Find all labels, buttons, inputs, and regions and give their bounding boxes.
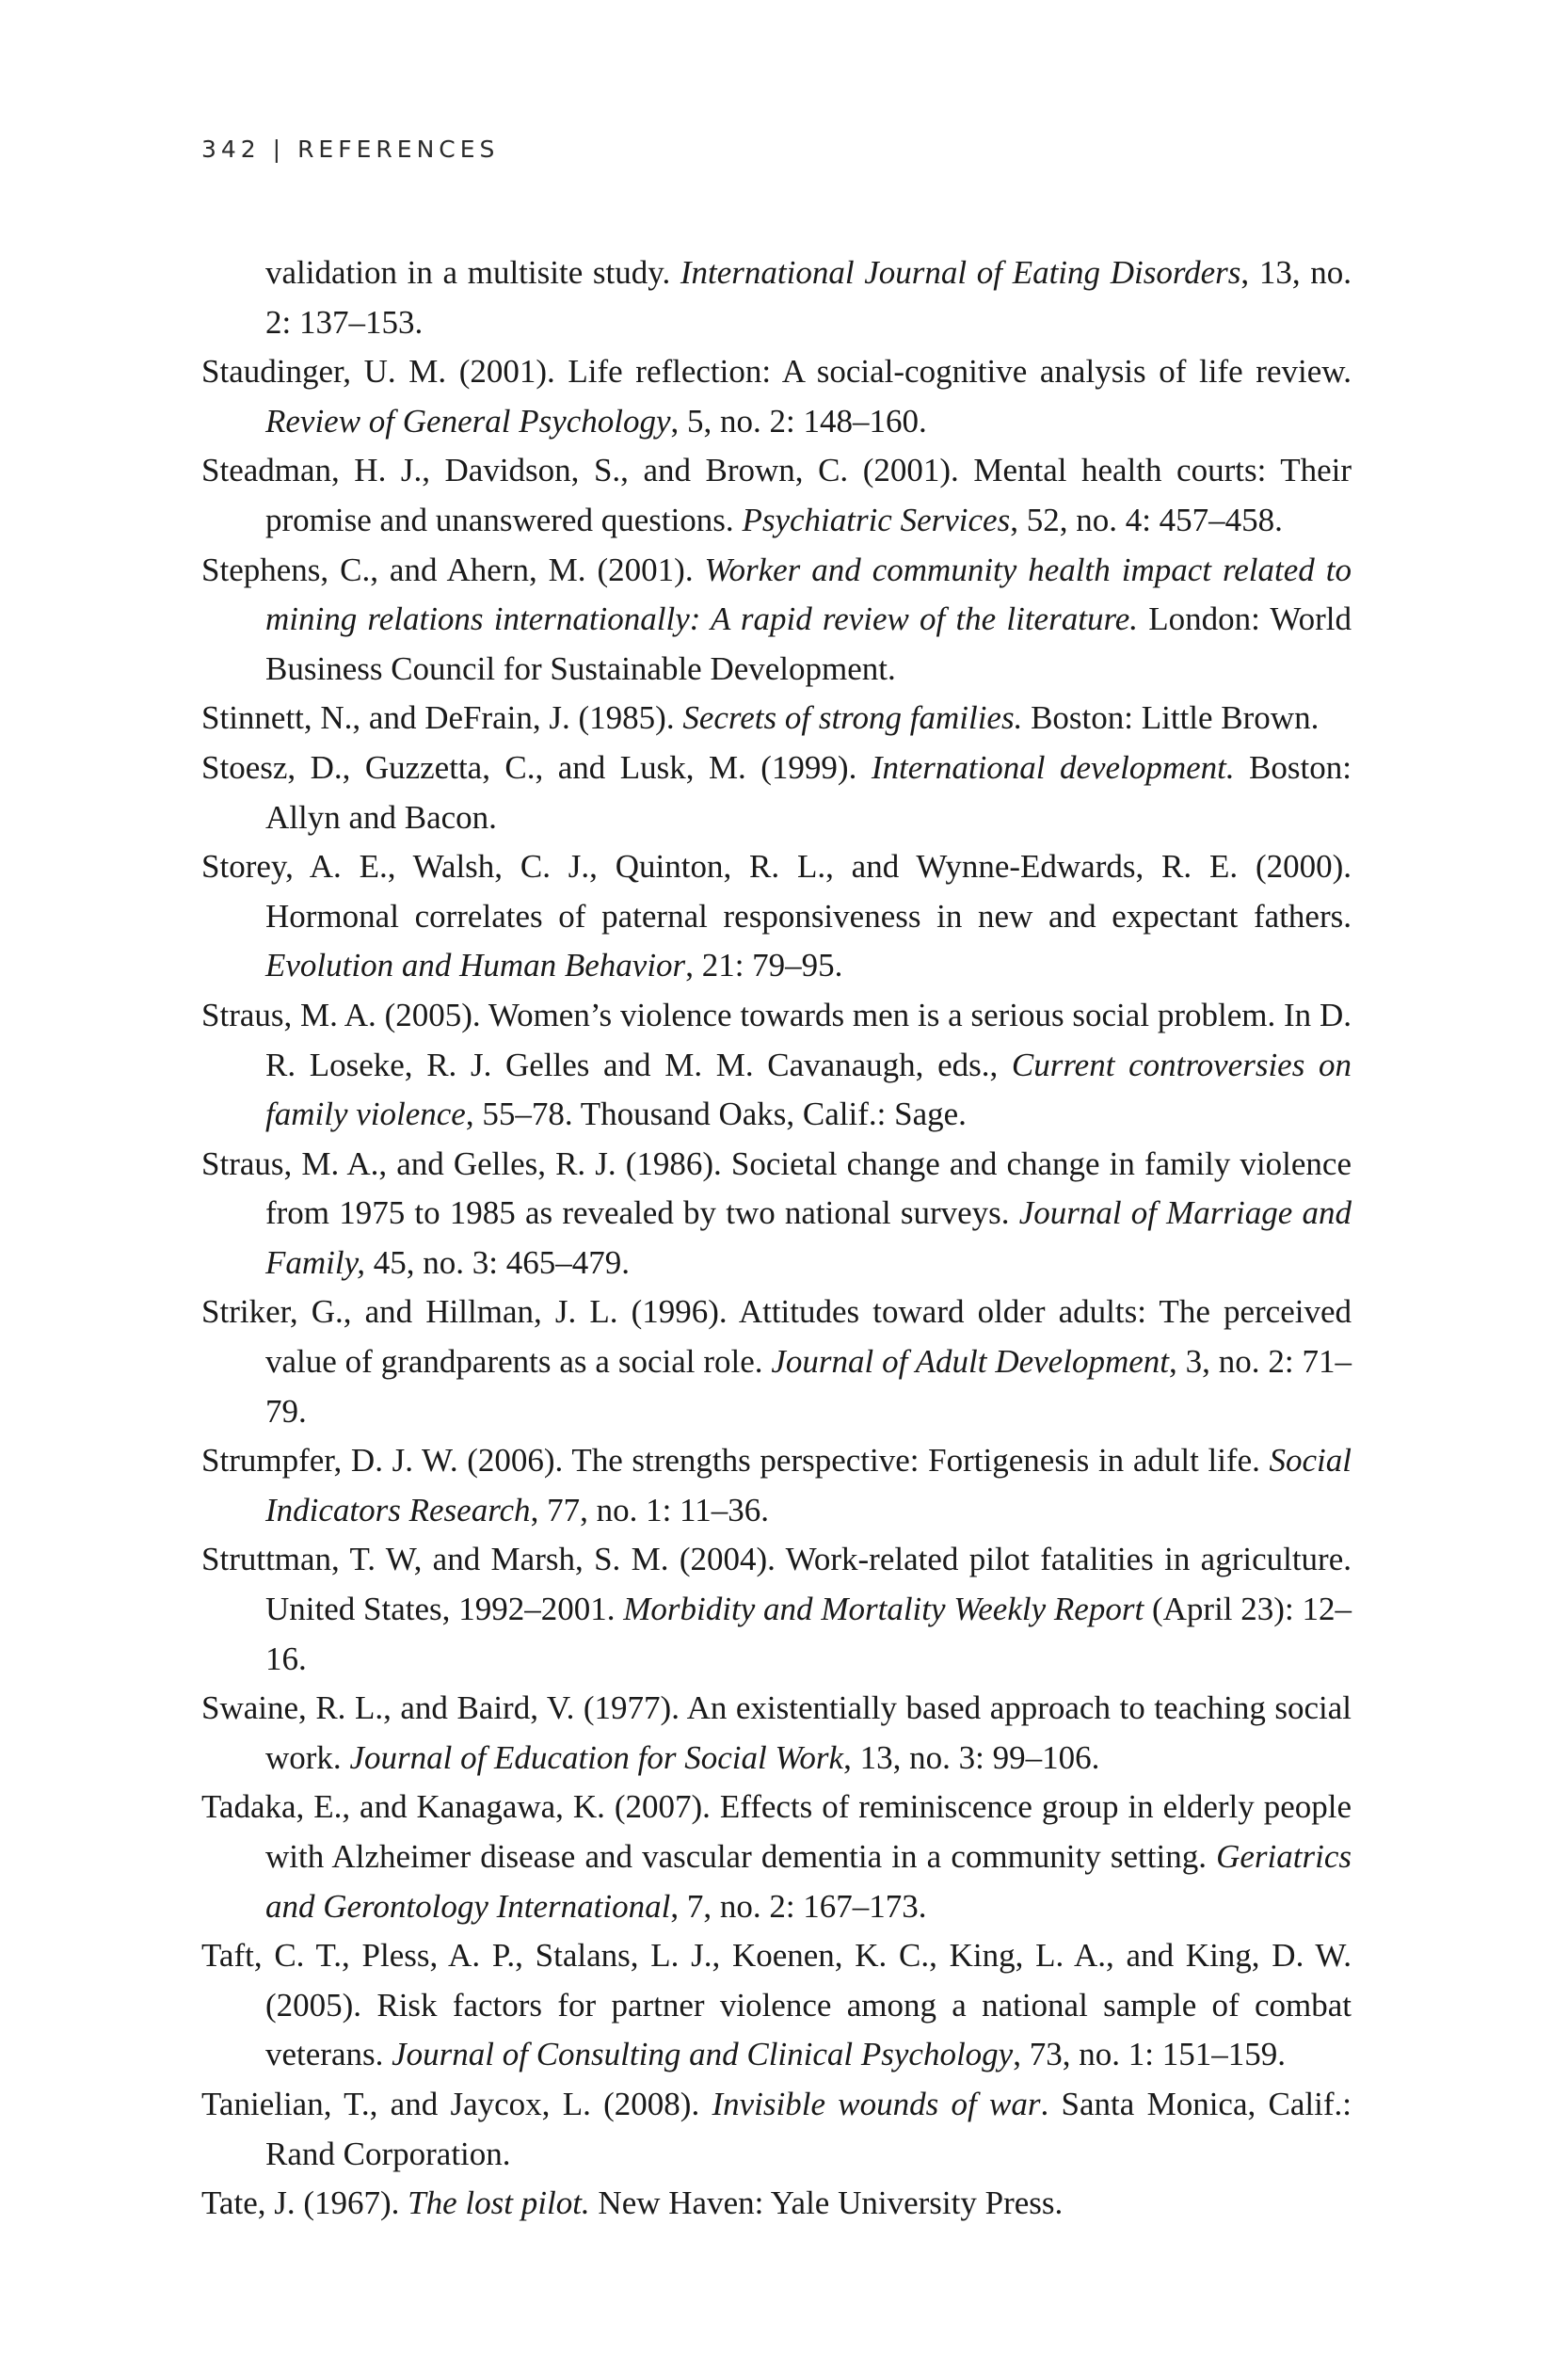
reference-entry: Struttman, T. W, and Marsh, S. M. (2004). Work-related pilot fatalities in agriculture. United States, 1992–2001. Morbidity and Mortality Weekly Report (April 23): 12–16. — [201, 1541, 1352, 1677]
reference-entry: Stoesz, D., Guzzetta, C., and Lusk, M. (1999). International development. Boston: Allyn and Bacon. — [201, 748, 1352, 836]
reference-entry: Straus, M. A. (2005). Women’s violence towards men is a serious social problem. In D. R. Loseke, R. J. Gelles and M. M. Cavanaugh, eds., Current controversies on family violence, 55–78. Thousand Oaks, Calif.: Sage. — [201, 996, 1352, 1133]
reference-entry: Tanielian, T., and Jaycox, L. (2008). Invisible wounds of war. Santa Monica, Calif.: Rand Corporation. — [201, 2085, 1352, 2172]
page-number: 342 — [201, 136, 261, 163]
reference-entry: Stephens, C., and Ahern, M. (2001). Worker and community health impact related to mining relations internationally: A rapid review of the literature. London: World Business Council for Sustainable Development. — [201, 551, 1352, 687]
reference-entry: Straus, M. A., and Gelles, R. J. (1986). Societal change and change in family violence from 1975 to 1985 as revealed by two national surveys. Journal of Marriage and Family, 45, no. 3: 465–479. — [201, 1144, 1352, 1281]
reference-entry: Swaine, R. L., and Baird, V. (1977). An existentially based approach to teaching social work. Journal of Education for Social Work, 13, no. 3: 99–106. — [201, 1689, 1352, 1776]
reference-entry: Storey, A. E., Walsh, C. J., Quinton, R. L., and Wynne-Edwards, R. E. (2000). Hormonal correlates of paternal responsiveness in new and expectant fathers. Evolution and Human Behavior, 21: 79–95. — [201, 848, 1352, 984]
reference-entry: Stinnett, N., and DeFrain, J. (1985). Secrets of strong families. Boston: Little Brown. — [201, 699, 1320, 737]
reference-entry: Steadman, H. J., Davidson, S., and Brown, C. (2001). Mental health courts: Their promise and unanswered questions. Psychiatric Services, 52, no. 4: 457–458. — [201, 452, 1352, 538]
running-head — [201, 136, 499, 163]
reference-entry: Striker, G., and Hillman, J. L. (1996). Attitudes toward older adults: The perceived value of grandparents as a social role. Journal of Adult Development, 3, no. 2: 71–79. — [201, 1293, 1352, 1430]
reference-entry: Strumpfer, D. J. W. (2006). The strengths perspective: Fortigenesis in adult life. Social Indicators Research, 77, no. 1: 11–36. — [201, 1442, 1352, 1528]
reference-entry: Staudinger, U. M. (2001). Life reflection: A social-cognitive analysis of life review. Review of General Psychology, 5, no. 2: 148–160. — [201, 353, 1352, 440]
reference-entry: Tate, J. (1967). The lost pilot. New Haven: Yale University Press. — [201, 2184, 1064, 2222]
reference-entry: Taft, C. T., Pless, A. P., Stalans, L. J., Koenen, K. C., King, L. A., and King, D. W. (2005). Risk factors for partner violence among a national sample of combat veterans. Journal of Consulting and Clinical Psychology, 73, no. 1: 151–159. — [201, 1937, 1352, 2073]
reference-entry: validation in a multisite study. International Journal of Eating Disorders, 13, no. 2: 137–153. — [265, 254, 1352, 341]
header-separator: | — [272, 136, 286, 163]
section-title: REFERENCES — [297, 136, 500, 163]
reference-list — [201, 248, 1352, 2229]
reference-entry: Tadaka, E., and Kanagawa, K. (2007). Effects of reminiscence group in elderly people with Alzheimer disease and vascular dementia in a community setting. Geriatrics and Gerontology International, 7, no. 2: 167–173. — [201, 1788, 1352, 1925]
